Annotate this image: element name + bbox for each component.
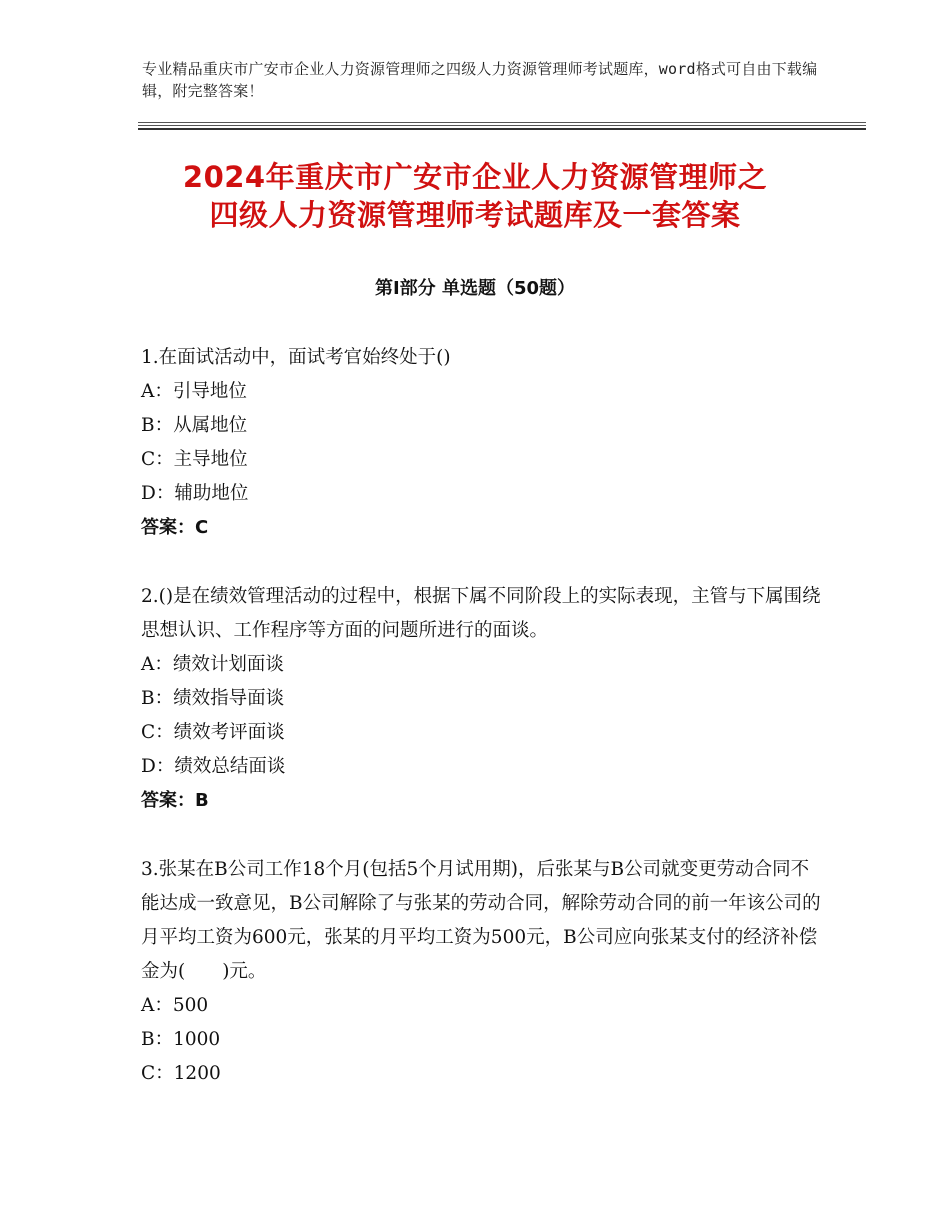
question-stem: 3.张某在B公司工作18个月(包括5个月试用期)，后张某与B公司就变更劳动合同不能达成一致意见，B公司解除了与张某的劳动合同，解除劳动合同的前一年该公司的月平均工资为600元，张某的月平均工资为500元，B公司应向张某支付的经济补偿金为( )元。 — [141, 859, 821, 982]
question-3 — [141, 853, 821, 1091]
option-a: A：500 — [141, 995, 209, 1016]
option-c: C：1200 — [141, 1063, 221, 1084]
header-note: 专业精品重庆市广安市企业人力资源管理师之四级人力资源管理师考试题库，word格式可自由下载编辑，附完整答案！ — [142, 60, 818, 100]
option-c: C：主导地位 — [141, 449, 248, 470]
answer: 答案：C — [141, 517, 209, 538]
option-d: D：绩效总结面谈 — [141, 756, 286, 777]
option-a: A：引导地位 — [141, 381, 247, 402]
option-a: A：绩效计划面谈 — [141, 654, 284, 675]
option-d: D：辅助地位 — [141, 483, 249, 504]
header-divider — [138, 122, 866, 123]
option-b: B：从属地位 — [141, 415, 248, 436]
header-divider — [138, 128, 866, 130]
title-line-2: 四级人力资源管理师考试题库及一套答案 — [209, 198, 741, 232]
option-b: B：绩效指导面谈 — [141, 688, 285, 709]
question-1 — [141, 341, 821, 545]
section-heading: 第Ⅰ部分 单选题（50题） — [374, 278, 575, 299]
title-line-1: 2024年重庆市广安市企业人力资源管理师之 — [182, 160, 768, 194]
option-c: C：绩效考评面谈 — [141, 722, 285, 743]
answer: 答案：B — [141, 790, 209, 811]
question-stem: 1.在面试活动中，面试考官始终处于() — [141, 347, 451, 368]
document-title — [100, 158, 850, 234]
question-stem: 2.()是在绩效管理活动的过程中，根据下属不同阶段上的实际表现，主管与下属围绕思想认识、工作程序等方面的问题所进行的面谈。 — [141, 586, 821, 641]
question-2 — [141, 580, 821, 818]
option-b: B：1000 — [141, 1029, 221, 1050]
header-divider — [138, 125, 866, 126]
